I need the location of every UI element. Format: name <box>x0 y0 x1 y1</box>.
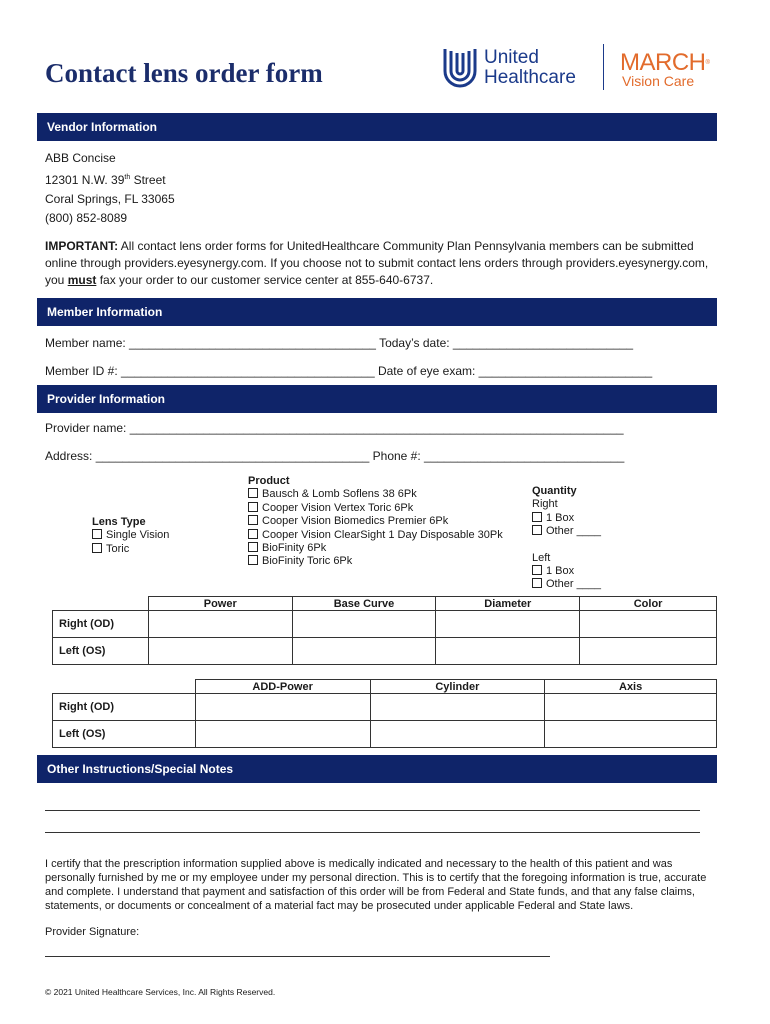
table-corner <box>53 597 149 611</box>
rx-table-power <box>52 596 717 665</box>
product-option[interactable]: Cooper Vision ClearSight 1 Day Disposable 30Pk <box>248 529 503 542</box>
page-title: Contact lens order form <box>45 58 323 88</box>
checkbox[interactable] <box>92 529 102 539</box>
product-group <box>248 475 503 569</box>
checkbox[interactable] <box>92 543 102 553</box>
product-option[interactable]: BioFinity Toric 6Pk <box>248 555 503 568</box>
lens-type-option[interactable]: Toric <box>92 543 169 556</box>
vendor-info-header: Vendor Information <box>37 113 717 141</box>
provider-address-field[interactable]: Address: _________________________________________ Phone #: ______________________________ <box>45 449 625 463</box>
table-cell[interactable] <box>580 638 717 665</box>
provider-info-header: Provider Information <box>37 385 717 413</box>
product-option[interactable]: Cooper Vision Biomedics Premier 6Pk <box>248 515 503 528</box>
member-info-header: Member Information <box>37 298 717 326</box>
table-cell[interactable] <box>436 611 580 638</box>
notes-line[interactable] <box>45 832 700 833</box>
product-option[interactable]: BioFinity 6Pk <box>248 542 503 555</box>
notes-line[interactable] <box>45 810 700 811</box>
row-label-right: Right (OD) <box>53 611 149 638</box>
important-notice: IMPORTANT: All contact lens order forms for UnitedHealthcare Community Plan Pennsylvania members can be submitted online through providers.eyesynergy.com. If you choose not to submit contact lens orders through providers.eyesynergy.com, you must fax your order to our customer service center at 855-640-6737. <box>45 239 709 287</box>
column-header: ADD-Power <box>195 680 370 694</box>
vendor-city: Coral Springs, FL 33065 <box>45 192 175 206</box>
uhc-u-icon <box>442 47 478 91</box>
table-cell[interactable] <box>436 638 580 665</box>
column-header: Cylinder <box>370 680 545 694</box>
table-cell[interactable] <box>545 694 717 721</box>
column-header: Power <box>148 597 292 611</box>
quantity-right-label: Right <box>532 498 558 511</box>
table-cell[interactable] <box>292 638 436 665</box>
march-logo-subtitle: Vision Care <box>622 73 695 89</box>
signature-line[interactable] <box>45 956 550 957</box>
checkbox[interactable] <box>248 542 258 552</box>
uhc-logo-line2: Healthcare <box>484 67 576 88</box>
lens-type-heading: Lens Type <box>92 516 146 528</box>
product-heading: Product <box>248 475 290 487</box>
table-cell[interactable] <box>195 694 370 721</box>
signature-label: Provider Signature: <box>45 926 140 938</box>
column-header: Axis <box>545 680 717 694</box>
march-logo <box>620 49 710 76</box>
uhc-logo-line1: United <box>484 47 539 68</box>
checkbox[interactable] <box>248 529 258 539</box>
certification-text: I certify that the prescription information supplied above is medically indicated and necessary to the health of this patient and was personally furnished by me or my employee under my personal direction. This is to certify that the foregoing information is true, accurate and complete. I understand that payment and satisfaction of this order will be from Federal and State funds, and that any false claims, statements, or documents or concealment of a material fact may be prosecuted under applicable Federal and State laws. <box>45 858 707 912</box>
table-cell[interactable] <box>370 721 545 748</box>
checkbox[interactable] <box>248 502 258 512</box>
checkbox[interactable] <box>248 555 258 565</box>
table-cell[interactable] <box>148 638 292 665</box>
table-cell[interactable] <box>580 611 717 638</box>
provider-name-field[interactable]: Provider name: __________________________________________________________________________ <box>45 421 624 435</box>
column-header: Diameter <box>436 597 580 611</box>
lens-type-option[interactable]: Single Vision <box>92 529 169 542</box>
table-cell[interactable] <box>370 694 545 721</box>
checkbox[interactable] <box>532 578 542 588</box>
table-cell[interactable] <box>195 721 370 748</box>
unitedhealthcare-logo <box>442 44 592 94</box>
lens-type-group <box>92 516 169 556</box>
table-cell[interactable] <box>545 721 717 748</box>
quantity-group <box>532 485 601 592</box>
vendor-address-block <box>45 149 175 228</box>
checkbox[interactable] <box>532 525 542 535</box>
trademark-mark: ® <box>705 60 710 66</box>
vendor-phone: (800) 852-8089 <box>45 211 128 225</box>
vendor-street: 12301 N.W. 39th Street <box>45 173 166 187</box>
row-label-left: Left (OS) <box>53 721 196 748</box>
march-logo-text: MARCH <box>620 49 706 76</box>
product-option[interactable]: Bausch & Lomb Soflens 38 6Pk <box>248 488 503 501</box>
quantity-right-option[interactable]: Other ____ <box>532 525 601 538</box>
member-id-field[interactable]: Member ID #: ______________________________________ Date of eye exam: __________________________ <box>45 364 653 378</box>
checkbox[interactable] <box>248 488 258 498</box>
table-cell[interactable] <box>148 611 292 638</box>
vendor-name: ABB Concise <box>45 151 116 165</box>
member-name-field[interactable]: Member name: _____________________________________ Today’s date: ___________________________ <box>45 336 634 350</box>
checkbox[interactable] <box>532 512 542 522</box>
copyright: © 2021 United Healthcare Services, Inc. All Rights Reserved. <box>45 987 276 997</box>
rx-table-add-power <box>52 679 717 748</box>
column-header: Base Curve <box>292 597 436 611</box>
table-cell[interactable] <box>292 611 436 638</box>
checkbox[interactable] <box>532 565 542 575</box>
quantity-left-option[interactable]: 1 Box <box>532 565 601 578</box>
notes-header: Other Instructions/Special Notes <box>37 755 717 783</box>
product-option[interactable]: Cooper Vision Vertex Toric 6Pk <box>248 502 503 515</box>
quantity-left-option[interactable]: Other ____ <box>532 578 601 591</box>
quantity-heading: Quantity <box>532 485 577 497</box>
quantity-right-option[interactable]: 1 Box <box>532 512 601 525</box>
checkbox[interactable] <box>248 515 258 525</box>
quantity-left-label: Left <box>532 551 551 564</box>
row-label-right: Right (OD) <box>53 694 196 721</box>
logo-divider <box>603 44 604 90</box>
column-header: Color <box>580 597 717 611</box>
table-corner <box>53 680 196 694</box>
row-label-left: Left (OS) <box>53 638 149 665</box>
